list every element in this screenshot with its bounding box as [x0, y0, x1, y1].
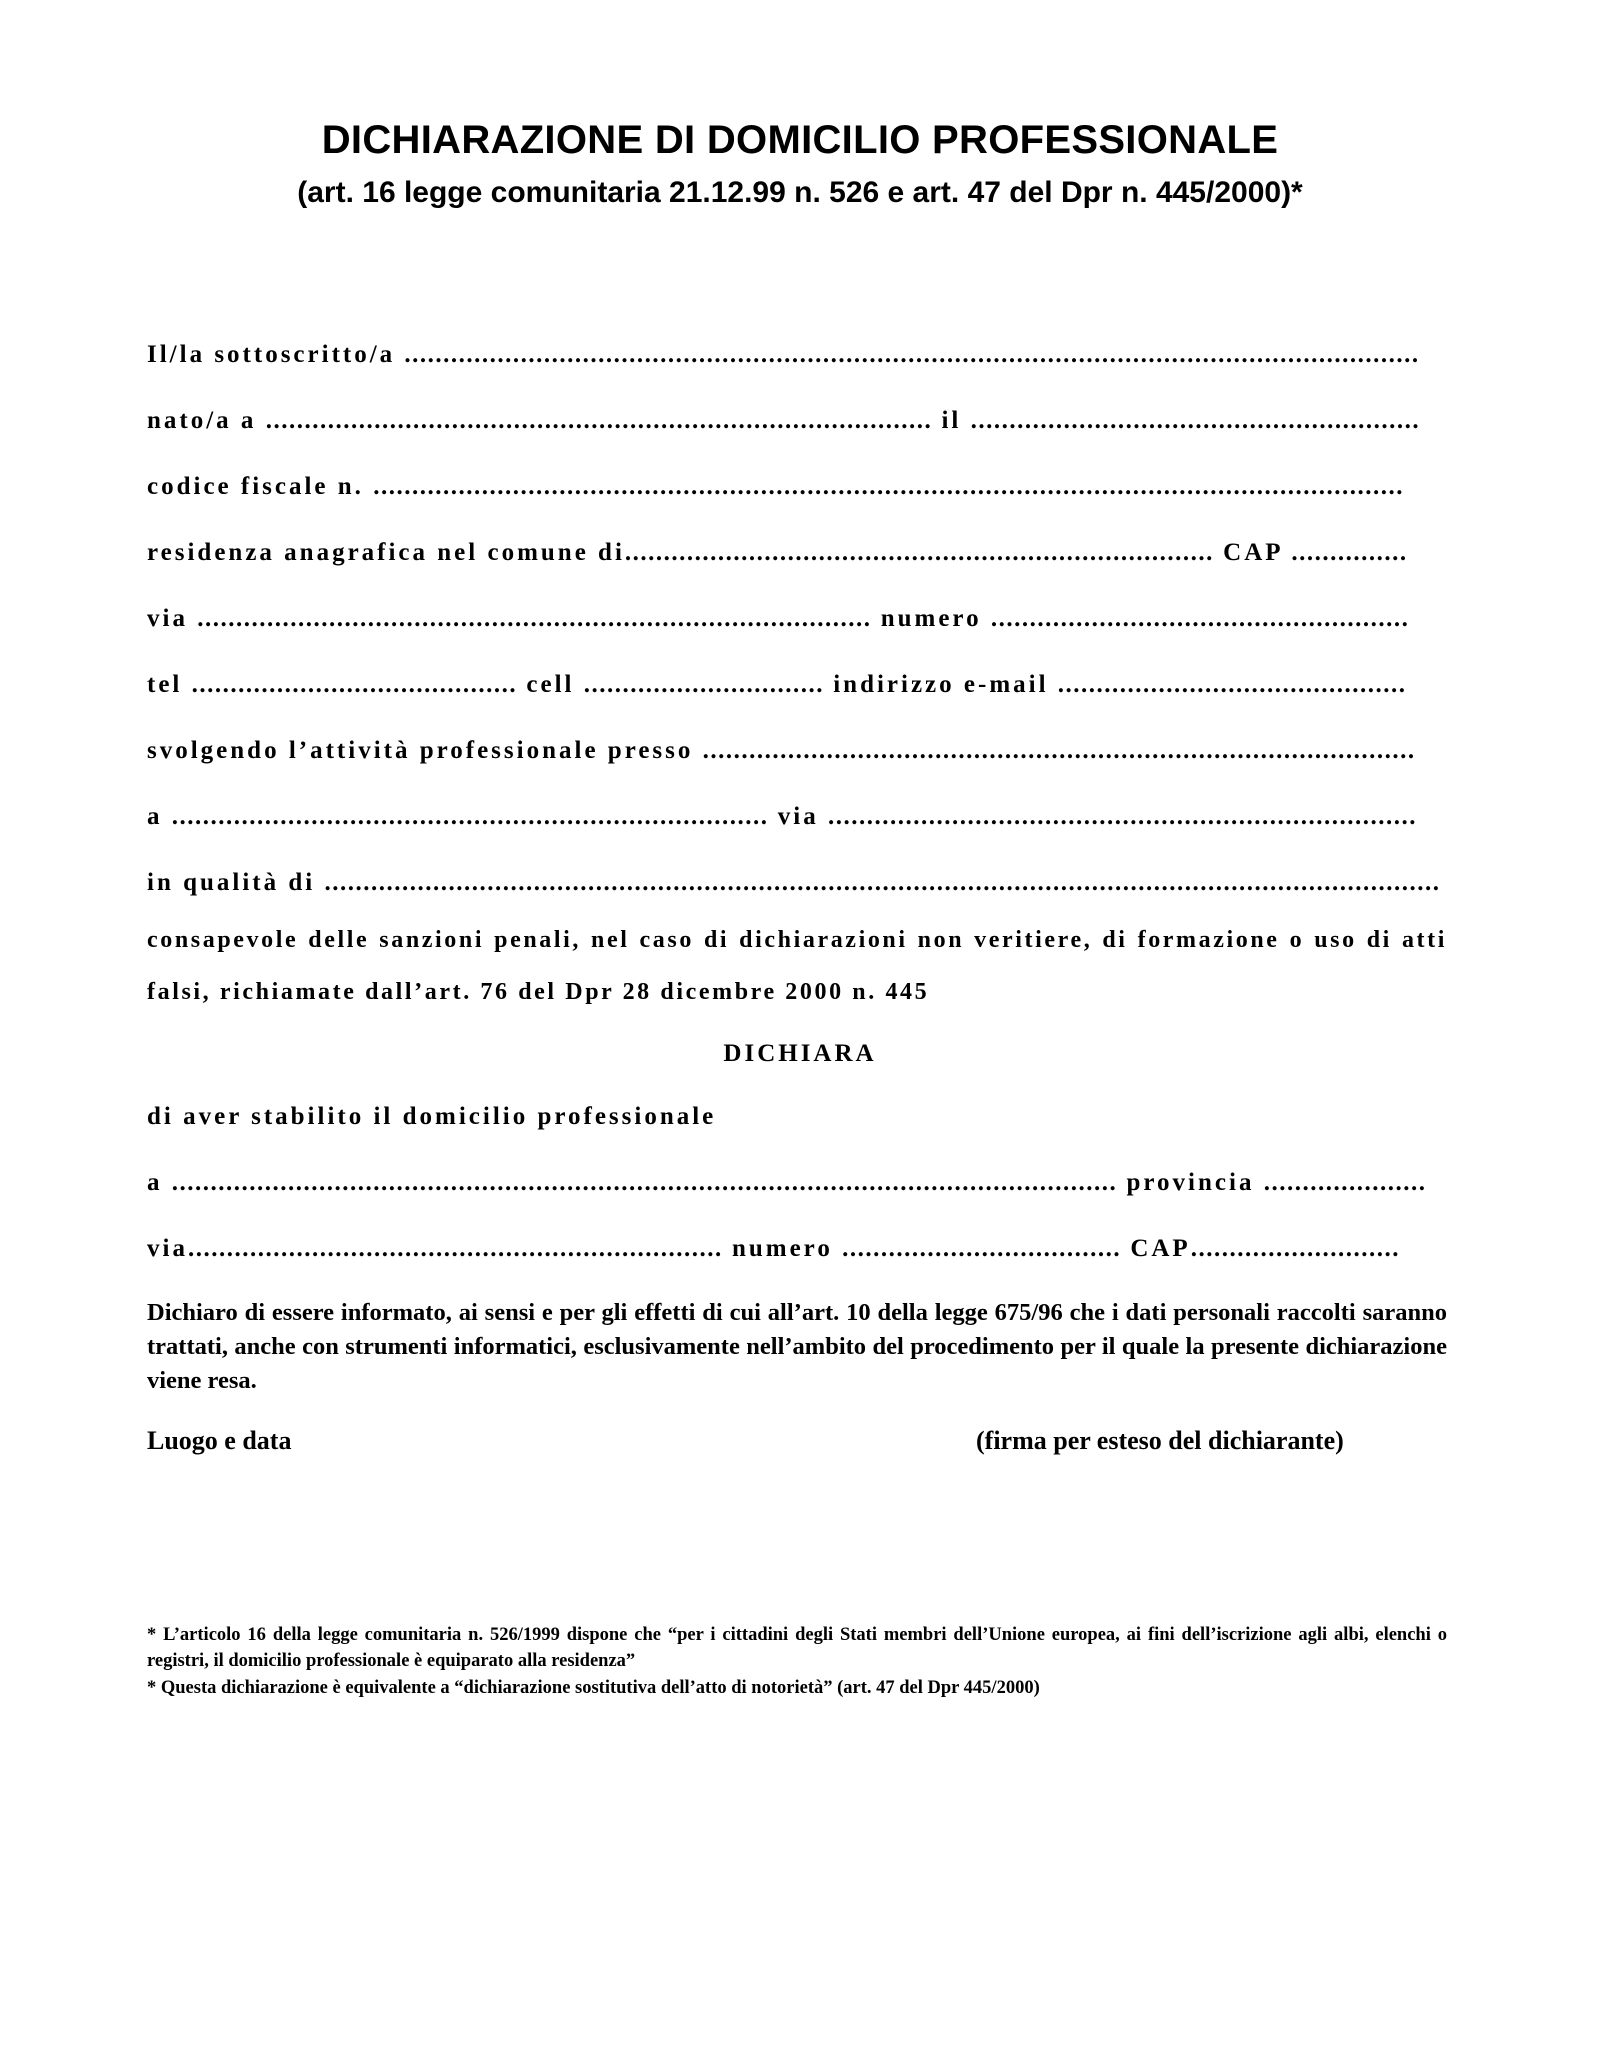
via2-label: via	[777, 803, 819, 830]
sottoscritto-input[interactable]: ...................................................................................................................................	[404, 341, 1420, 368]
privacy-paragraph: Dichiaro di essere informato, ai sensi e per gli effetti di cui all’art. 10 della legge 675/96 che i dati personali raccolti saranno trattati, anche con strumenti informatici, esclusivamente nell’ambito del procedimento per il quale la presente dichiarazione viene resa.	[147, 1299, 1447, 1394]
field-line-svolgendo	[147, 736, 1447, 766]
via-label: via	[147, 605, 188, 632]
domicilio-city-input[interactable]: ..........................................................................................................................	[171, 1169, 1118, 1196]
field-line-via	[147, 604, 1447, 634]
consapevole-paragraph: consapevole delle sanzioni penali, nel caso di dichiarazioni non veritiere, di formazione o uso di atti falsi, richiamate dall’art. 76 del Dpr 28 dicembre 2000 n. 445	[147, 927, 1447, 1005]
domicilio-via-label: via	[147, 1235, 188, 1262]
document-title: DICHIARAZIONE DI DOMICILIO PROFESSIONALE	[321, 118, 1279, 162]
footnote-1: * L’articolo 16 della legge comunitaria n. 526/1999 dispone che “per i cittadini degli Stati membri dell’Unione europea, ai fini dell’iscrizione agli albi, elenchi o registri, il domicilio professionale è equiparato alla residenza”	[147, 1625, 1447, 1671]
field-line-sottoscritto	[147, 340, 1447, 370]
birthdate-input[interactable]: ..........................................................	[970, 407, 1421, 434]
field-line-a-via	[147, 802, 1447, 832]
residenza-cap-label: CAP	[1223, 539, 1283, 566]
residenza-cap-input[interactable]: ...............	[1291, 539, 1408, 566]
via-input[interactable]: .......................................................................................	[197, 605, 872, 632]
domicilio-numero-label: numero	[731, 1235, 833, 1262]
luogo-data-label: Luogo e data	[147, 1426, 292, 1455]
email-label: indirizzo e-mail	[833, 671, 1049, 698]
cell-input[interactable]: ...............................	[583, 671, 824, 698]
residenza-label: residenza anagrafica nel comune di	[147, 539, 625, 566]
dichiara-heading: DICHIARA	[723, 1040, 877, 1067]
provincia-input[interactable]: .....................	[1263, 1169, 1427, 1196]
il-label: il	[941, 407, 962, 434]
firma-label: (firma per esteso del dichiarante)	[976, 1426, 1344, 1455]
residenza-comune-input[interactable]: ............................................................................	[624, 539, 1214, 566]
a-city-input[interactable]: .............................................................................	[171, 803, 769, 830]
a-label: a	[147, 803, 163, 830]
svolgendo-label: svolgendo l’attività professionale presso	[147, 737, 694, 764]
document-subtitle: (art. 16 legge comunitaria 21.12.99 n. 526 e art. 47 del Dpr n. 445/2000)*	[297, 176, 1303, 209]
sottoscritto-label: Il/la sottoscritto/a	[147, 341, 396, 368]
field-line-domicilio-a	[147, 1168, 1447, 1198]
field-line-nato	[147, 406, 1447, 436]
domicilio-via-input[interactable]: .....................................................................	[187, 1235, 723, 1262]
domicilio-cap-label: CAP	[1130, 1235, 1191, 1262]
tel-input[interactable]: ..........................................	[191, 671, 518, 698]
field-line-qualita	[147, 868, 1447, 898]
domicilio-numero-input[interactable]: ....................................	[842, 1235, 1122, 1262]
footnote-2: * Questa dichiarazione è equivalente a “dichiarazione sostitutiva dell’atto di notorietà” (art. 47 del Dpr 445/2000)	[147, 1678, 1040, 1698]
tel-label: tel	[147, 671, 183, 698]
field-line-domicilio-via	[147, 1234, 1447, 1264]
codice-fiscale-label: codice fiscale n.	[147, 473, 364, 500]
presso-input[interactable]: ............................................................................................	[702, 737, 1416, 764]
field-line-codice-fiscale	[147, 472, 1447, 502]
via2-input[interactable]: ............................................................................	[827, 803, 1417, 830]
codice-fiscale-input[interactable]: .....................................................................................................................................	[373, 473, 1404, 500]
numero-input[interactable]: ......................................................	[990, 605, 1410, 632]
email-input[interactable]: .............................................	[1057, 671, 1407, 698]
field-line-contacts	[147, 670, 1447, 700]
field-line-residenza	[147, 538, 1447, 568]
nato-label: nato/a a	[147, 407, 257, 434]
qualita-input[interactable]: ................................................................................................................................................	[324, 869, 1441, 896]
provincia-label: provincia	[1126, 1169, 1255, 1196]
domicilio-cap-input[interactable]: ...........................	[1190, 1235, 1400, 1262]
domicilio-intro: di aver stabilito il domicilio professionale	[147, 1103, 717, 1130]
qualita-label: in qualità di	[147, 869, 316, 896]
numero-label: numero	[880, 605, 982, 632]
domicilio-a-label: a	[147, 1169, 163, 1196]
birthplace-input[interactable]: ......................................................................................	[265, 407, 933, 434]
cell-label: cell	[526, 671, 575, 698]
